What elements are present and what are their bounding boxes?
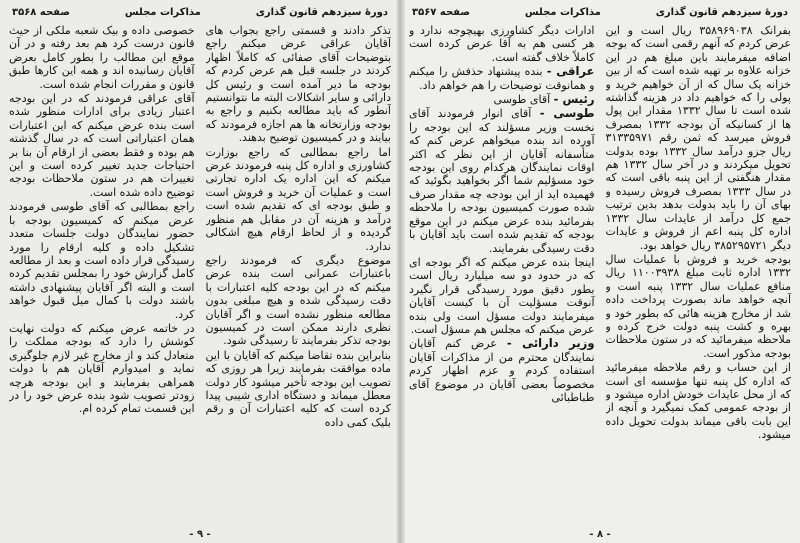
paragraph: [9, 322, 195, 416]
paragraph-text: بنده پیشنهاد حذفش را میکنم و همانوقت توضیحات را هم خواهم داد.: [409, 65, 595, 92]
header-title: مذاکرات مجلس: [124, 7, 201, 18]
paragraph: [606, 24, 792, 252]
header-page-number: صفحه ۳۵۶۸: [12, 7, 71, 18]
paragraph-text: اما راجع بمطالبی که راجع بوزارت کشاورزی و اداره کل پنبه فرمودند عرض میکنم که این اداره یک اداره تجارتی است و عملیات آن خرید و فروش است و طبق بودجه ای که تقدیم شده است درآمد و هزینه آن در مقابل هم منظور گردیده و از لحاظ ارقام هیچ اشکالی ندارد.: [205, 145, 391, 253]
paragraph-text: بنابراین بنده تقاضا میکنم که آقایان با این ماده موافقت بفرمایند زیرا هر روزی که تصویب این بودجه تأخیر میشود کار دولت معطل میماند و دستگاه اداری شیبی پیدا کرده است که کلیه اعتبارات آن و رقم بلیک کمی داده: [205, 348, 391, 429]
page-footer-number: - ۸ -: [589, 529, 611, 540]
text-columns: [9, 24, 391, 525]
speaker-name: رئیس -: [553, 92, 595, 107]
paragraph-text: آقای انوار فرمودند آقای نخست وزیر مسؤلند که این بودجه را آورده اند بنده میخواهم عرض کنم که متأسفانه آقایان از این نظر که اکثر اوقات نمایندگان هرکدام روی این بودجه خود مسؤلیم شما اگر بخواهید بگوئید که فهمیده اید از این بودجه چه مقدار صرف شده صورت کمیسیون بودجه را ملاحظه بفرمائید بنده عرض میکنم در این موقع بودجه که تقدیم شده است باید آقایان با دقت رسیدگی بفرمایند.: [409, 107, 595, 255]
header-session: دورهٔ سیزدهم قانون گذاری: [655, 7, 788, 18]
speaker-name: وزیر دارائی -: [506, 336, 595, 351]
paragraph-text: ادارات دیگر کشاورزی بهیچوجه ندارد و هر کسی هم به آقا عرض کرده است کاملاً خلاف گفته است.: [409, 24, 595, 64]
paragraph-text: تذکر دادند و قسمتی راجع بجواب های آقایان عراقی عرض میکنم راجع بتوضیحات آقای صفائی که کاملاً اظهار کردند در جلسه قبل هم عرض کردم که بودجه ما دیر آمده است و رئیس کل دارائی و سایر اشکالات البته ما نتوانستیم آنطور که باید مطالعه بکنیم و راجع به بودجه وزارتخانه ها هم اجازه فرمودند که بیایند و در کمیسیون توضیح بدهند.: [205, 24, 391, 145]
paragraph: [409, 256, 595, 336]
page-footer-number: - ۹ -: [189, 529, 211, 540]
paragraph-text: اینجا بنده عرض میکنم که اگر بودجه ای که در حدود دو سه میلیارد ریال است بطور دقیق مورد رسیدگی قرار نگیرد آنوقت مسؤلیت آن با کیست آقایان میفرمایند دولت مسؤل است ولی بنده عرض میکنم که مجلس هم مسؤل است.: [409, 255, 595, 336]
page-right: [400, 0, 800, 543]
paragraph: [206, 349, 392, 429]
column-right: [606, 24, 792, 525]
paragraph-text: بفرانک ۳۵۸۹۶۹۰۳۸ ریال است و این عرض کردم که آنهم رقمی است که بوجه اضافه میفرمایند باین مبلغ هم در این خزانه علاوه بر تهیه شده است که از بین خزانه یک سال که از آن خواهیم خرید و پولی را که خواهیم داد در هزینه گذاشته شده است تا سال ۱۳۳۲ مقدار این پول ها از کسانیکه آن بودجه ۱۳۳۲ بمصرف فروش میرسد که ثمن رقم ۳۱۳۳۵۹۷۱ ریال جزو درآمد سال ۱۳۳۲ بوده بدولت تحویل میکردند و در آخر سال ۱۳۳۲ هم مقدار هنگفتی از این پنبه باقی است که در سال ۱۳۳۳ بمصرف فروش رسیده و بهای آن را باید بدولت بدهد بدین ترتیب جمع کل درآمد از عایدات سال ۱۳۳۲ اداره کل پنبه اعم از فروش و عایدات دیگر ۳۸۵۲۹۵۷۲۱ ریال خواهد بود.: [605, 24, 791, 252]
paragraph: [9, 92, 195, 199]
paragraph-text: خصوصی داده و بیک شعبه ملکی از حیث قانون درست کرد هم بعد رفته و در آن موقع این مطالب را بطور کامل بعرض آقایان رسانیده اند و همه این کارها طبق قانون و مقررات انجام شده است.: [9, 24, 195, 91]
paragraph: [606, 361, 792, 441]
paragraph: [409, 337, 595, 404]
page-header: [12, 5, 388, 20]
paragraph-text: راجع بمطالبی که آقای طوسی فرمودند عرض میکنم که کمیسیون بودجه با حضور نمایندگان دولت جلسات متعدد تشکیل داده و کلیه ارقام را مورد رسیدگی قرار داده است و بعد از مطالعه کامل گزارش خود را بمجلس تقدیم کرده است و البته اگر آقایان پیشنهادی داشته باشند دولت با کمال میل قبول خواهد کرد.: [9, 200, 195, 321]
speaker-name: طوسی -: [539, 106, 595, 121]
paragraph-text: عرض کنم آقایان نمایندگان محترم من از مذاکرات آقایان استفاده کردم و عزم اظهار کردم مخصوصاً بعضی آقایان در موضوع آقای طباطبائی: [409, 337, 595, 404]
paragraph: [206, 24, 392, 145]
paragraph: [409, 65, 595, 92]
header-title: مذاکرات مجلس: [524, 7, 601, 18]
paragraph: [206, 254, 392, 348]
paragraph-text: آقای عراقی فرمودند که در این بودجه اعتبار زیادی برای ادارات منظور شده است بنده عرض میکنم که این اعتبارات همان اعتباراتی است که در سال گذشته هم بوده و فقط بعضی از ارقام آن بنا بر احتیاجات جدید تغییر کرده است و این تغییرات هم در ستون ملاحظات بودجه توضیح داده شده است.: [9, 92, 195, 199]
paragraph: [206, 146, 392, 253]
paragraph-text: از این حساب و رقم ملاحظه میفرمائید که اداره کل پنبه تنها مؤسسه ای است که از محل عایدات خودش اداره میشود و از بودجه عمومی کمک نمیگیرد و آنچه از این بابت باقی میماند بدولت تحویل داده میشود.: [605, 361, 791, 442]
header-page-number: صفحه ۳۵۶۷: [412, 7, 471, 18]
column-left: [409, 24, 595, 525]
speaker-name: عراقی -: [546, 64, 595, 79]
paragraph-text: در خاتمه عرض میکنم که دولت نهایت کوشش را دارد که بودجه مملکت را متعادل کند و از مخارج غیر لازم جلوگیری نماید و امیدوارم آقایان هم با دولت همراهی بفرمایند و این بودجه هرچه زودتر تصویب شود بنده عرض خود را در این قسمت تمام کرده ام.: [9, 321, 195, 416]
text-columns: [409, 24, 791, 525]
paragraph: [409, 107, 595, 254]
header-session: دورهٔ سیزدهم قانون گذاری: [255, 7, 388, 18]
paragraph-text: آقای طوسی: [493, 93, 551, 107]
paragraph: [9, 200, 195, 321]
paragraph: [606, 253, 792, 360]
paragraph-text: موضوع دیگری که فرمودند راجع باعتبارات عمرانی است بنده عرض میکنم که در این بودجه کلیه اعتبارات با دقت رسیدگی شده و هیچ مبلغی بدون مطالعه منظور نشده است و اگر آقایان نظری دارند ممکن است در کمیسیون بودجه تذکر بفرمایند تا رسیدگی شود.: [205, 253, 391, 348]
paragraph: [9, 24, 195, 91]
paragraph: [409, 24, 595, 64]
page-header: [412, 5, 788, 20]
column-left: [9, 24, 195, 525]
paragraph-text: بودجه خرید و فروش با عملیات سال ۱۳۳۲ اداره ثابت مبلغ ۱۱۰۰۳۹۳۸ ریال منافع عملیات سال ۱۳۳۲ پنبه است و آنچه خواهد ماند بصورت پرداخت داده شد از مخارج هزینه هائی که بطور خود و بهره و کشت پنبه دولت خرج کرده و ملاحظه میفرمائید که در ستون ملاحظات بودجه مذکور است.: [605, 252, 791, 360]
column-right: [206, 24, 392, 525]
paragraph: [409, 93, 595, 106]
